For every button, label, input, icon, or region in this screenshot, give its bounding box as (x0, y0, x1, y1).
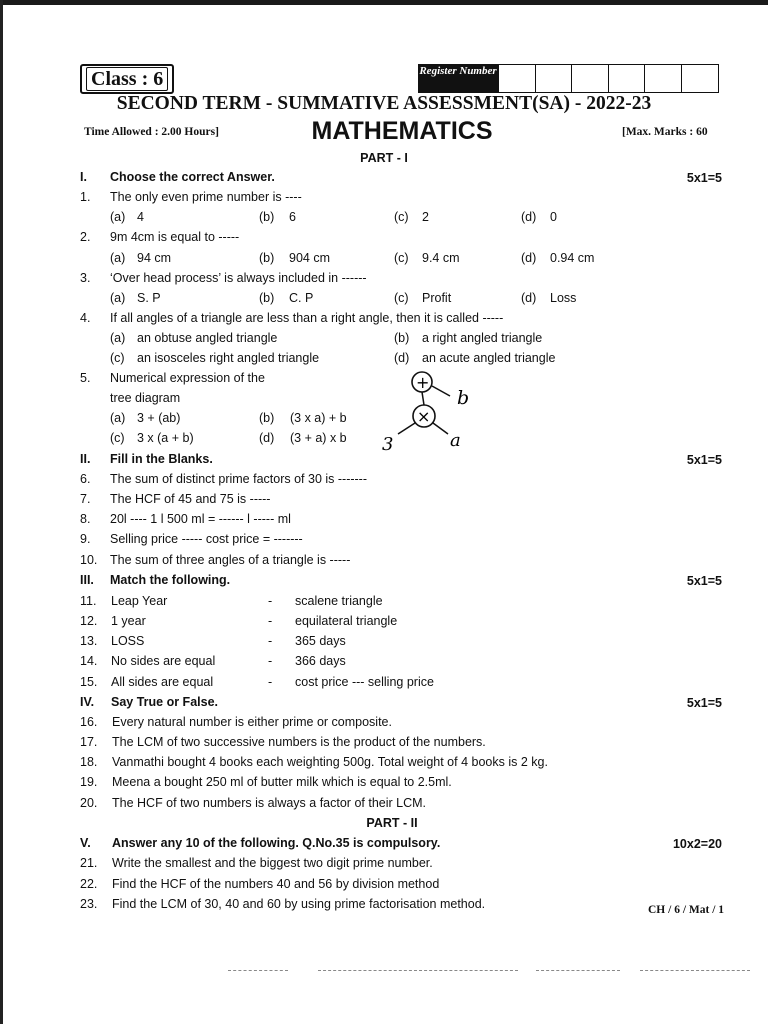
option-label: (d) (521, 291, 537, 305)
question-text: If all angles of a triangle are less than a right angle, then it is called ----- (110, 311, 504, 325)
match-right: equilateral triangle (295, 614, 398, 628)
question-number: 18. (80, 755, 98, 769)
option-text: 3 x (a + b) (137, 431, 194, 445)
question-number: 22. (80, 877, 98, 891)
part-two-label: PART - II (366, 816, 418, 830)
question-number: 23. (80, 897, 98, 911)
section-heading: Match the following. (110, 573, 231, 587)
match-right: 366 days (295, 654, 346, 668)
tree-edge (432, 386, 450, 396)
option-label: (b) (394, 331, 410, 345)
match-right: 365 days (295, 634, 346, 648)
option-label: (d) (521, 210, 537, 224)
option-label: (b) (259, 411, 275, 425)
option-label: (a) (110, 210, 126, 224)
option-text: 0.94 cm (550, 251, 595, 265)
question-number: 19. (80, 775, 98, 789)
question-number: 9. (80, 532, 91, 546)
question-text: Write the smallest and the biggest two digit prime number. (112, 856, 433, 870)
tree-label-b: b (457, 387, 470, 409)
question-text: Every natural number is either prime or composite. (112, 715, 392, 729)
question-text: Meena a bought 250 ml of butter milk which is equal to 2.5ml. (112, 775, 452, 789)
scan-artifact (228, 970, 288, 972)
option-text: 9.4 cm (422, 251, 460, 265)
option-text: 6 (289, 210, 296, 224)
match-left: Leap Year (111, 594, 168, 608)
section-marks: 5x1=5 (686, 574, 722, 588)
register-digit-box (609, 65, 646, 92)
page-code: CH / 6 / Mat / 1 (648, 904, 725, 916)
question-text: Find the HCF of the numbers 40 and 56 by division method (112, 877, 440, 891)
option-text: a right angled triangle (422, 331, 543, 345)
exam-title: SECOND TERM - SUMMATIVE ASSESSMENT(SA) - 2022-23 (116, 93, 652, 114)
question-text: The LCM of two successive numbers is the product of the numbers. (112, 735, 486, 749)
option-text: (3 + a) x b (290, 431, 347, 445)
option-label: (c) (110, 431, 125, 445)
option-label: (b) (259, 291, 275, 305)
option-text: an obtuse angled triangle (137, 331, 278, 345)
match-separator: - (268, 654, 273, 668)
option-text: (3 x a) + b (290, 411, 347, 425)
question-number: 13. (80, 634, 98, 648)
question-number: 20. (80, 796, 98, 810)
register-digit-box (499, 65, 536, 92)
register-digit-box (645, 65, 682, 92)
tree-label-a: a (450, 430, 461, 451)
option-label: (c) (394, 291, 409, 305)
section-number: IV. (80, 695, 95, 709)
question-text: Vanmathi bought 4 books each weighting 500g. Total weight of 4 books is 2 kg. (112, 755, 548, 769)
option-label: (c) (110, 351, 125, 365)
option-text: C. P (289, 291, 314, 305)
option-text: 0 (550, 210, 557, 224)
section-heading: Say True or False. (111, 695, 218, 709)
tree-edge (422, 392, 424, 405)
option-text: 4 (137, 210, 144, 224)
class-badge: Class : 6 (80, 64, 174, 94)
option-label: (d) (394, 351, 410, 365)
question-number: 17. (80, 735, 98, 749)
question-text: Selling price ----- cost price = ------- (110, 532, 303, 546)
match-right: cost price --- selling price (295, 675, 434, 689)
option-label: (d) (259, 431, 275, 445)
option-label: (d) (521, 251, 537, 265)
question-text: Numerical expression of the (110, 371, 265, 385)
question-text: The only even prime number is ---- (110, 190, 302, 204)
question-text: The HCF of 45 and 75 is ----- (110, 492, 271, 506)
time-allowed: Time Allowed : 2.00 Hours] (84, 126, 219, 138)
match-separator: - (268, 594, 273, 608)
section-heading: Choose the correct Answer. (110, 170, 275, 184)
option-text: 904 cm (289, 251, 330, 265)
question-number: 1. (80, 190, 91, 204)
section-number: II. (80, 452, 91, 466)
question-number: 6. (80, 472, 91, 486)
register-number-label: Register Number (418, 64, 498, 93)
question-number: 4. (80, 311, 91, 325)
tree-edge (398, 423, 415, 434)
question-text: ‘Over head process’ is always included in ------ (110, 271, 367, 285)
scan-artifact (536, 970, 620, 972)
tree-label-3: 3 (382, 434, 394, 455)
section-heading: Fill in the Blanks. (110, 452, 213, 466)
match-right: scalene triangle (295, 594, 383, 608)
register-number-boxes (498, 64, 719, 93)
option-text: 94 cm (137, 251, 172, 265)
question-number: 15. (80, 675, 98, 689)
scan-top-edge (0, 0, 768, 5)
section-marks: 10x2=20 (672, 837, 722, 851)
section-number: III. (80, 573, 94, 587)
match-separator: - (268, 614, 273, 628)
option-text: Profit (422, 291, 452, 305)
match-separator: - (268, 634, 273, 648)
question-number: 7. (80, 492, 91, 506)
section-marks: 5x1=5 (686, 696, 722, 710)
option-text: 3 + (ab) (137, 411, 181, 425)
question-number: 21. (80, 856, 98, 870)
option-text: S. P (137, 291, 161, 305)
section-heading: Answer any 10 of the following. Q.No.35 is compulsory. (112, 836, 441, 850)
tree-edge (433, 423, 448, 434)
subject-title: MATHEMATICS (311, 117, 493, 145)
question-number: 2. (80, 230, 91, 244)
question-text-continued: tree diagram (110, 391, 181, 405)
section-marks: 5x1=5 (686, 453, 722, 467)
part-one-label: PART - I (360, 151, 408, 165)
question-text: Find the LCM of 30, 40 and 60 by using prime factorisation method. (112, 897, 486, 911)
tree-diagram (378, 370, 488, 456)
match-left: LOSS (111, 634, 145, 648)
option-label: (c) (394, 251, 409, 265)
register-digit-box (682, 65, 719, 92)
option-label: (b) (259, 210, 275, 224)
match-left: All sides are equal (111, 675, 214, 689)
tree-label-times: × (417, 407, 431, 426)
max-marks: [Max. Marks : 60 (622, 126, 708, 138)
match-left: No sides are equal (111, 654, 216, 668)
question-text: 9m 4cm is equal to ----- (110, 230, 240, 244)
question-text: The sum of distinct prime factors of 30 is ------- (110, 472, 368, 486)
question-text: The HCF of two numbers is always a factor of their LCM. (112, 796, 426, 810)
scan-artifact (640, 970, 750, 972)
option-label: (a) (110, 411, 126, 425)
question-number: 8. (80, 512, 91, 526)
option-text: an acute angled triangle (422, 351, 556, 365)
scan-artifact (318, 970, 518, 972)
register-digit-box (536, 65, 573, 92)
option-label: (a) (110, 291, 126, 305)
section-marks: 5x1=5 (686, 171, 722, 185)
option-text: Loss (550, 291, 577, 305)
question-number: 12. (80, 614, 98, 628)
tree-label-plus: + (416, 373, 430, 392)
question-number: 14. (80, 654, 98, 668)
option-label: (a) (110, 251, 126, 265)
question-text: 20l ---- 1 l 500 ml = ------ l ----- ml (110, 512, 291, 526)
option-label: (a) (110, 331, 126, 345)
question-number: 10. (80, 553, 98, 567)
match-left: 1 year (111, 614, 146, 628)
question-text: The sum of three angles of a triangle is ----- (110, 553, 351, 567)
question-number: 16. (80, 715, 98, 729)
section-number: V. (80, 836, 91, 850)
register-digit-box (572, 65, 609, 92)
option-label: (b) (259, 251, 275, 265)
question-number: 5. (80, 371, 91, 385)
option-text: an isosceles right angled triangle (137, 351, 320, 365)
question-number: 3. (80, 271, 91, 285)
option-text: 2 (422, 210, 429, 224)
question-number: 11. (80, 594, 97, 608)
option-label: (c) (394, 210, 409, 224)
match-separator: - (268, 675, 273, 689)
section-number: I. (80, 170, 87, 184)
